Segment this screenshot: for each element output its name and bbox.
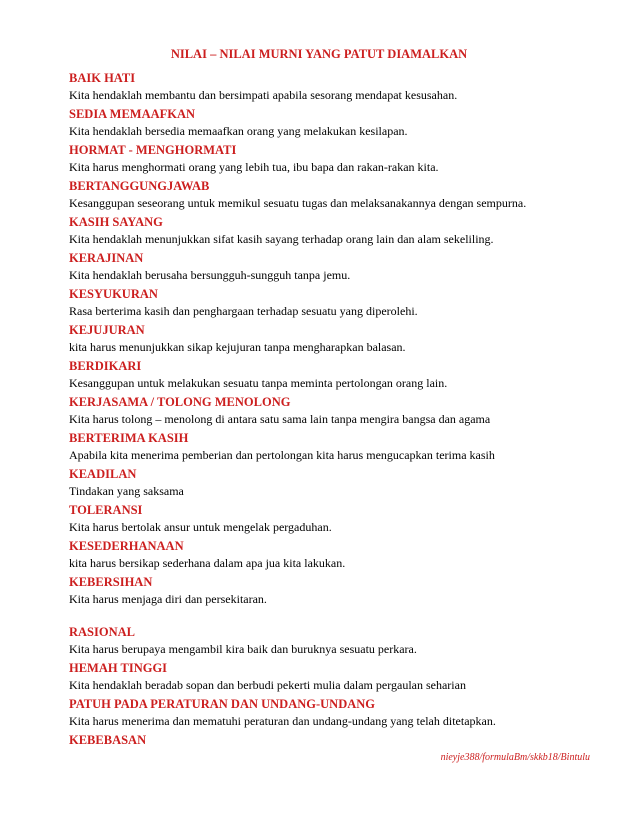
entry-heading: HORMAT - MENGHORMATI <box>69 143 237 157</box>
entry-text: Kita hendaklah beradab sopan dan berbudi pekerti mulia dalam pergaulan seharian <box>69 678 466 692</box>
entry-heading: KESYUKURAN <box>69 287 158 301</box>
list-item <box>69 214 629 250</box>
list-item <box>69 696 629 732</box>
list-item <box>69 70 629 106</box>
entry-heading: BAIK HATI <box>69 71 136 85</box>
list-item <box>69 660 629 696</box>
list-item <box>69 502 629 538</box>
list-item <box>69 394 629 430</box>
entry-heading: RASIONAL <box>69 625 135 639</box>
list-item <box>69 538 629 574</box>
entry-heading: KEBEBASAN <box>69 733 147 747</box>
list-item <box>69 286 629 322</box>
entry-heading: KESEDERHANAAN <box>69 539 184 553</box>
list-item <box>69 106 629 142</box>
list-item <box>69 574 629 610</box>
entry-heading: BERTERIMA KASIH <box>69 431 189 445</box>
list-item <box>69 430 629 466</box>
entry-text: kita harus bersikap sederhana dalam apa jua kita lakukan. <box>69 556 346 570</box>
entry-text: Kesanggupan untuk melakukan sesuatu tanpa meminta pertolongan orang lain. <box>69 376 448 390</box>
entry-heading: KEBERSIHAN <box>69 575 153 589</box>
entry-text: Kita hendaklah membantu dan bersimpati apabila sesorang mendapat kesusahan. <box>69 88 458 102</box>
values-list <box>69 70 629 749</box>
entry-heading: KEADILAN <box>69 467 137 481</box>
entry-text: Kita harus berupaya mengambil kira baik dan buruknya sesuatu perkara. <box>69 642 417 656</box>
entry-text: Kita harus menghormati orang yang lebih tua, ibu bapa dan rakan-rakan kita. <box>69 160 439 174</box>
entry-heading: HEMAH TINGGI <box>69 661 168 675</box>
entry-heading: KERAJINAN <box>69 251 144 265</box>
entry-text: Kita hendaklah menunjukkan sifat kasih sayang terhadap orang lain dan alam sekeliling. <box>69 232 494 246</box>
entry-heading: TOLERANSI <box>69 503 143 517</box>
entry-text: kita harus menunjukkan sikap kejujuran tanpa mengharapkan balasan. <box>69 340 406 354</box>
entry-text: Rasa berterima kasih dan penghargaan terhadap sesuatu yang diperolehi. <box>69 304 418 318</box>
list-item <box>69 624 629 660</box>
entry-text: Kita hendaklah berusaha bersungguh-sungguh tanpa jemu. <box>69 268 351 282</box>
entry-heading: PATUH PADA PERATURAN DAN UNDANG-UNDANG <box>69 697 375 711</box>
entry-text: Kita harus menerima dan mematuhi peraturan dan undang-undang yang telah ditetapkan. <box>69 714 496 728</box>
entry-text: Tindakan yang saksama <box>69 484 184 498</box>
entry-heading: BERDIKARI <box>69 359 142 373</box>
list-item <box>69 358 629 394</box>
entry-heading: KASIH SAYANG <box>69 215 163 229</box>
list-item <box>69 322 629 358</box>
entry-heading: KEJUJURAN <box>69 323 145 337</box>
footer-credit: nieyje388/formulaBm/skkb18/Bintulu <box>440 752 590 763</box>
page-title: NILAI – NILAI MURNI YANG PATUT DIAMALKAN <box>170 47 468 61</box>
entry-text: Kita hendaklah bersedia memaafkan orang yang melakukan kesilapan. <box>69 124 408 138</box>
entry-text: Kita harus tolong – menolong di antara satu sama lain tanpa mengira bangsa dan agama <box>69 412 491 426</box>
entry-text: Kita harus menjaga diri dan persekitaran. <box>69 592 267 606</box>
list-item <box>69 142 629 178</box>
entry-text: Kesanggupan seseorang untuk memikul sesuatu tugas dan melaksanakannya dengan sempurna. <box>69 196 527 210</box>
entry-heading: BERTANGGUNGJAWAB <box>69 179 210 193</box>
entry-heading: KERJASAMA / TOLONG MENOLONG <box>69 395 291 409</box>
list-item <box>69 178 629 214</box>
entry-text: Kita harus bertolak ansur untuk mengelak pergaduhan. <box>69 520 332 534</box>
list-item <box>69 466 629 502</box>
entry-heading: SEDIA MEMAAFKAN <box>69 107 196 121</box>
list-item <box>69 732 629 749</box>
list-item <box>69 250 629 286</box>
entry-text: Apabila kita menerima pemberian dan pertolongan kita harus mengucapkan terima kasih <box>69 448 495 462</box>
